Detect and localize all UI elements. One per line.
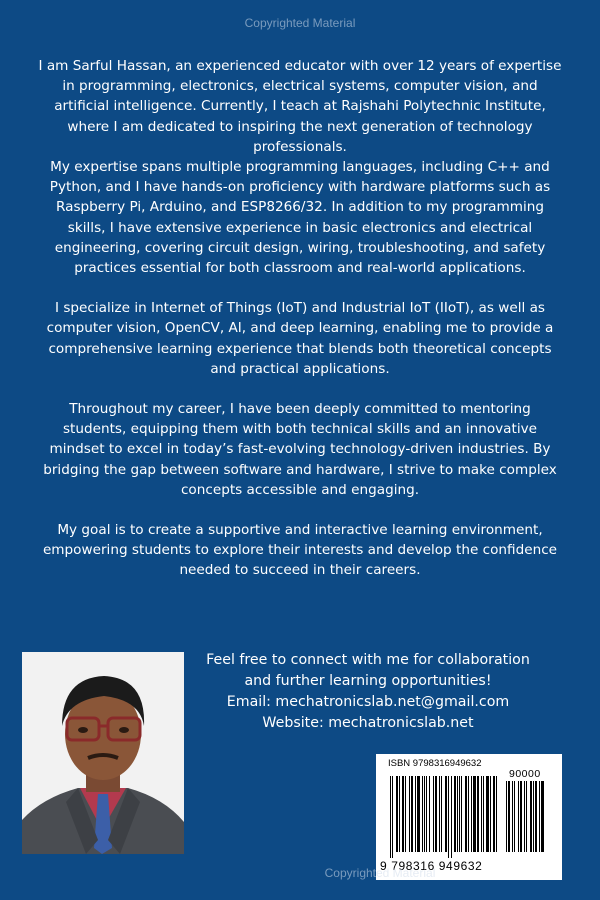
contact-email: Email: mechatronicslab.net@gmail.com (226, 694, 510, 710)
isbn-barcode (376, 754, 562, 880)
bio-paragraph-goal: My goal is to create a supportive and interactive learning environment, empowering students to explore their interests and develop the confidence needed to succeed in their careers. (42, 522, 558, 579)
bio-paragraph-intro: I am Sarful Hassan, an experienced educator with over 12 years of expertise in programming, electronics, electrical systems, computer vision, and artificial intelligence. Currently, I teach at Rajshahi Polytechnic Institute, where I am dedicated to inspiring the next generation of technology professionals. (38, 58, 562, 155)
contact-invite-line-2: and further learning opportunities! (244, 673, 492, 689)
copyright-watermark-bottom: Copyrighted Material (324, 866, 436, 880)
bio-paragraph-expertise: My expertise spans multiple programming languages, including C++ and Python, and I have hands-on proficiency with hardware platforms such as Raspberry Pi, Arduino, and ESP8266/32. In addition to my programming skills, I have extensive experience in basic electronics and electrical engineering, covering circuit design, wiring, troubleshooting, and safety practices essential for both classroom and real-world applications. (49, 159, 551, 277)
barcode-bars-main (390, 776, 500, 858)
barcode-bars-addon (506, 781, 552, 858)
contact-block (200, 650, 536, 734)
contact-invite-line-1: Feel free to connect with me for collaboration (206, 652, 530, 668)
copyright-watermark-top: Copyrighted Material (244, 16, 356, 30)
bio-paragraph-specialization: I specialize in Internet of Things (IoT) and Industrial IoT (IIoT), as well as computer vision, OpenCV, AI, and deep learning, enabling me to provide a comprehensive learning experience that blends both theoretical concepts and practical applications. (46, 300, 554, 377)
author-portrait-image (22, 652, 184, 854)
author-bio (36, 56, 564, 581)
isbn-label: ISBN 9798316949632 (388, 758, 482, 769)
author-photo (22, 652, 184, 854)
contact-website: Website: mechatronicslab.net (262, 715, 474, 731)
barcode-price-code: 90000 (509, 768, 541, 780)
barcode-digits: 9 798316 949632 (380, 859, 483, 873)
bio-paragraph-career: Throughout my career, I have been deeply committed to mentoring students, equipping them with both technical skills and an innovative mindset to excel in today’s fast-evolving technology-driven industries. By bridging the gap between software and hardware, I strive to make complex concepts accessible and engaging. (43, 401, 557, 498)
